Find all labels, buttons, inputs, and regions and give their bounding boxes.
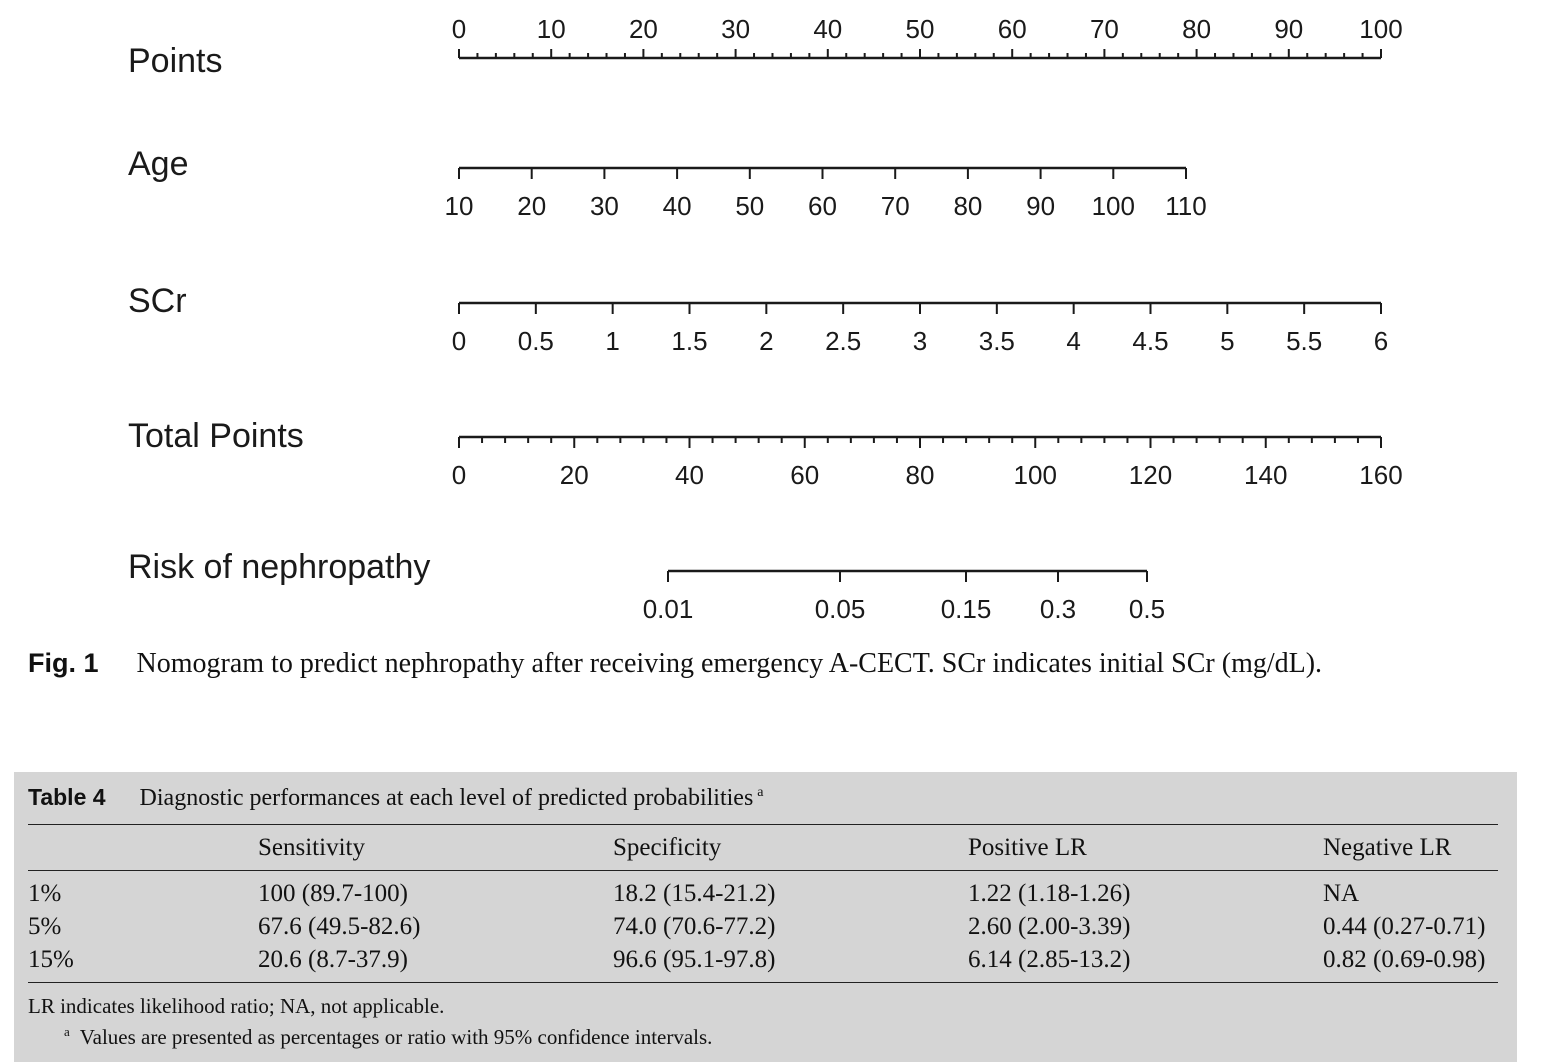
scr-tick-label: 4.5 — [1132, 326, 1169, 356]
age-tick-label: 100 — [1091, 191, 1135, 221]
age-tick-label: 10 — [444, 191, 474, 221]
age-tick-label: 90 — [1026, 191, 1056, 221]
table-header-cell: Specificity — [613, 834, 722, 861]
points-axis-label: Points — [128, 42, 223, 80]
points-tick-label: 80 — [1182, 14, 1212, 44]
table-footnote: LR indicates likelihood ratio; NA, not applicable. — [28, 994, 445, 1018]
table-footnote — [64, 1024, 712, 1050]
table-cell: 18.2 (15.4-21.2) — [613, 880, 776, 907]
table-row-label: 5% — [28, 913, 62, 940]
table-row-label: 1% — [28, 880, 62, 907]
scr-tick-label: 5 — [1220, 326, 1235, 356]
risk-of-nephropathy-axis-label: Risk of nephropathy — [128, 548, 431, 586]
points-tick-label: 30 — [721, 14, 751, 44]
risk-of-nephropathy-tick-label: 0.5 — [1128, 594, 1166, 624]
table-bottom-rule — [28, 982, 1498, 983]
footnote-text: Values are presented as percentages or ratio with 95% confidence intervals. — [79, 1025, 713, 1049]
table-cell: NA — [1323, 880, 1360, 907]
total-points-axis-label: Total Points — [128, 417, 304, 455]
table-cell: 1.22 (1.18-1.26) — [968, 880, 1131, 907]
scr-tick-label: 3.5 — [978, 326, 1015, 356]
scr-tick-label: 1.5 — [671, 326, 708, 356]
points-tick-label: 40 — [813, 14, 843, 44]
age-tick-label: 30 — [589, 191, 619, 221]
scr-tick-label: 6 — [1373, 326, 1389, 356]
table-cell: 74.0 (70.6-77.2) — [613, 913, 776, 940]
points-tick-label: 70 — [1089, 14, 1119, 44]
risk-of-nephropathy-tick-label: 0.05 — [814, 594, 866, 624]
age-tick-label: 80 — [953, 191, 983, 221]
risk-of-nephropathy-tick-label: 0.3 — [1039, 594, 1077, 624]
points-tick-label: 10 — [536, 14, 566, 44]
table-cell: 67.6 (49.5-82.6) — [258, 913, 421, 940]
points-tick-label: 60 — [997, 14, 1027, 44]
age-axis-label: Age — [128, 145, 189, 183]
total-points-tick-label: 20 — [559, 460, 589, 490]
scr-tick-label: 1 — [605, 326, 620, 356]
table-row-label: 15% — [28, 946, 74, 973]
total-points-tick-label: 100 — [1013, 460, 1057, 490]
scr-tick-label: 2.5 — [825, 326, 862, 356]
scr-tick-label: 2 — [759, 326, 774, 356]
table-label: Table 4 — [28, 784, 106, 810]
table-cell: 96.6 (95.1-97.8) — [613, 946, 776, 973]
table-cell: 100 (89.7-100) — [258, 880, 408, 907]
age-tick-label: 110 — [1165, 191, 1207, 221]
table-cell: 2.60 (2.00-3.39) — [968, 913, 1131, 940]
table-title-footnote-mark: a — [757, 785, 764, 800]
total-points-tick-label: 60 — [790, 460, 820, 490]
scr-tick-label: 0 — [451, 326, 467, 356]
scr-axis-label: SCr — [128, 282, 187, 320]
table-header-cell: Negative LR — [1323, 834, 1452, 861]
table-cell: 0.44 (0.27-0.71) — [1323, 913, 1486, 940]
points-tick-label: 100 — [1359, 14, 1403, 44]
points-tick-label: 0 — [451, 14, 467, 44]
total-points-tick-label: 0 — [451, 460, 467, 490]
scr-tick-label: 0.5 — [517, 326, 554, 356]
age-tick-label: 60 — [808, 191, 837, 221]
table-top-rule — [28, 824, 1498, 825]
figure-caption-text: Nomogram to predict nephropathy after receiving emergency A-CECT. SCr indicates initial SCr (mg/dL). — [136, 648, 1323, 679]
figure-label: Fig. 1 — [28, 648, 99, 678]
points-tick-label: 20 — [628, 14, 658, 44]
diagnostic-table — [14, 772, 1517, 1062]
points-tick-label: 90 — [1274, 14, 1304, 44]
scr-tick-label: 4 — [1066, 326, 1081, 356]
age-tick-label: 50 — [735, 191, 765, 221]
table-title-text: Diagnostic performances at each level of predicted probabilities — [139, 785, 754, 811]
table-cell: 0.82 (0.69-0.98) — [1323, 946, 1486, 973]
total-points-tick-label: 160 — [1359, 460, 1403, 490]
table-header-rule — [28, 870, 1498, 871]
scr-tick-label: 5.5 — [1286, 326, 1323, 356]
table-header-cell: Positive LR — [968, 834, 1087, 861]
age-tick-label: 70 — [880, 191, 910, 221]
scr-tick-label: 3 — [912, 326, 928, 356]
figure-caption — [28, 648, 1322, 680]
total-points-tick-label: 120 — [1128, 460, 1173, 490]
total-points-tick-label: 80 — [905, 460, 935, 490]
total-points-tick-label: 40 — [675, 460, 704, 490]
table-title — [28, 784, 764, 812]
table-cell: 6.14 (2.85-13.2) — [968, 946, 1131, 973]
footnote-mark: a — [64, 1024, 70, 1039]
age-tick-label: 40 — [662, 191, 692, 221]
risk-of-nephropathy-tick-label: 0.01 — [642, 594, 694, 624]
age-tick-label: 20 — [517, 191, 547, 221]
risk-of-nephropathy-tick-label: 0.15 — [940, 594, 992, 624]
table-cell: 20.6 (8.7-37.9) — [258, 946, 408, 973]
points-tick-label: 50 — [905, 14, 935, 44]
total-points-tick-label: 140 — [1244, 460, 1288, 490]
table-header-cell: Sensitivity — [258, 834, 365, 861]
